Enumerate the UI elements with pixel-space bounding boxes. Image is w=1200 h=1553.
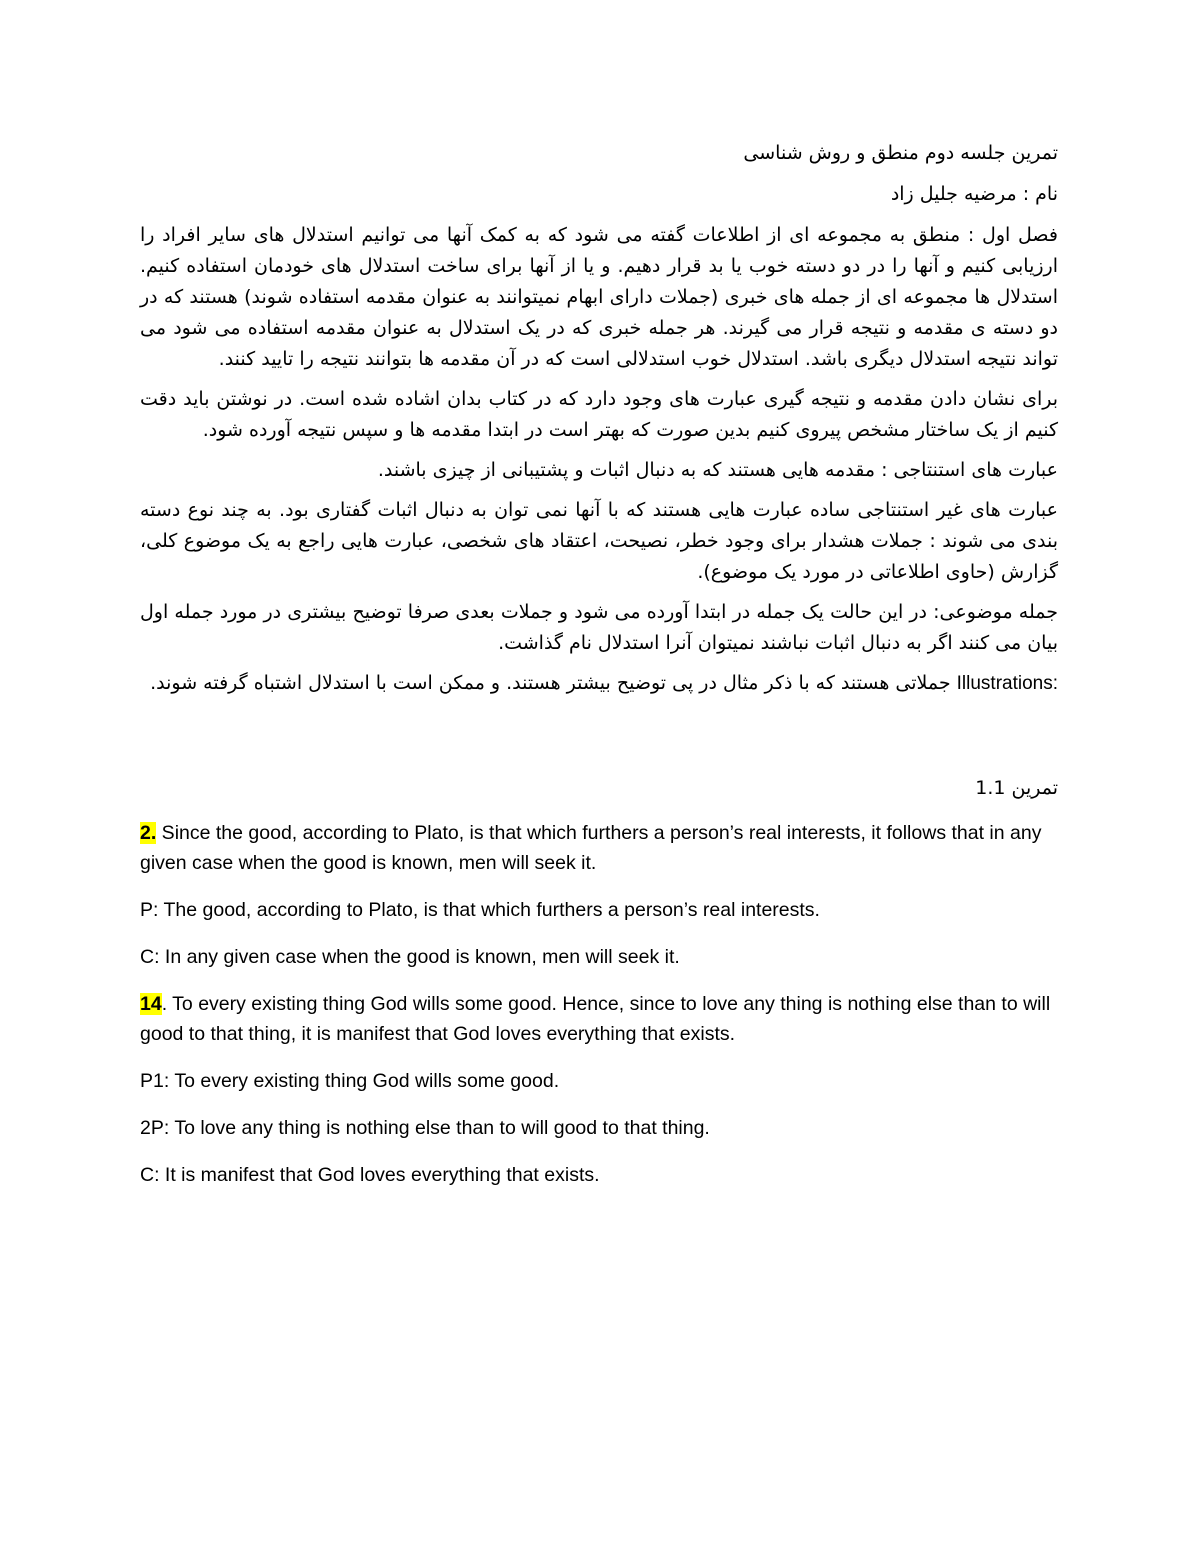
premise-line: P: The good, according to Plato, is that which furthers a person’s real interests. [140,899,820,921]
paragraph-topic-sentence: جمله موضوعی: در این حالت یک جمله در ابتدا آورده می شود و جملات بعدی صرفا توضیح بیشتری در مورد جمله اول بیان می کنند اگر به دنبال اثبات نباشند نمیتوان آنرا استدلال نام گذاشت. [140,601,1058,654]
exercise-number-highlight: 2. [140,822,157,844]
paragraph-non-inferential: عبارت های غیر استنتاجی ساده عبارت هایی هستند که با آنها نمی توان به دنبال اثبات گفتاری بود. به چند نوع دسته بندی می شوند : جملات هشدار برای وجود خطر، نصیحت، اعتقاد های شخصی، عبارت هایی راجع به یک موضوع کلی، گزارش (حاوی اطلاعاتی در مورد یک موضوع). [140,499,1058,583]
exercise-number-highlight: 14 [140,993,162,1015]
exercise-text: . To every existing thing God wills some good. Hence, since to love any thing is nothing else than to will good to that thing, it is manifest that God loves everything that exists. [140,993,1051,1045]
author-name: نام : مرضیه جلیل زاد [890,183,1058,205]
paragraph-chapter-one: فصل اول : منطق به مجموعه ای از اطلاعات گفته می شود که به کمک آنها می توانیم استدلال های سایر افراد را ارزیابی کنیم و آنها را در دو دسته خوب یا بد قرار دهیم. و یا از آنها برای ساخت استدلال های خودمان استفاده کنیم. استدلال ها مجموعه ای از جمله های خبری (جملات دارای ابهام نمیتوانند به عنوان مقدمه استفاده شوند) هستند که در دو دسته ی مقدمه و نتیجه قرار می گیرند. هر جمله خبری که در یک استدلال به عنوان مقدمه استفاده می شود می تواند نتیجه استدلال دیگری باشد. استدلال خوب استدلالی است که در آن مقدمه ها بتوانند نتیجه را تایید کنند. [140,224,1058,370]
illustrations-text: جملاتی هستند که با ذکر مثال در پی توضیح بیشتر هستند. و ممکن است با استدلال اشتباه گرفته شوند. [150,672,957,694]
conclusion-line: C: It is manifest that God loves everything that exists. [140,1164,600,1186]
exercise-item [140,989,1058,1049]
exercise-text: Since the good, according to Plato, is that which furthers a person’s real interests, it follows that in any given case when the good is known, men will seek it. [140,822,1042,874]
exercise-item [140,818,1058,878]
conclusion-line: C: In any given case when the good is known, men will seek it. [140,946,680,968]
illustrations-term: Illustrations: [956,673,1058,694]
premise-line: 2P: To love any thing is nothing else than to will good to that thing. [140,1117,710,1139]
paragraph-indicators: برای نشان دادن مقدمه و نتیجه گیری عبارت های وجود دارد که در کتاب بدان اشاده شده است. در نوشتن باید دقت کنیم از یک ساختار مشخص پیروی کنیم بدین صورت که بهتر است در ابتدا مقدمه ها و سپس نتیجه آورده شود. [140,388,1058,441]
document-page [140,138,1058,1207]
paragraph-illustrations [140,668,1058,699]
document-title: تمرین جلسه دوم منطق و روش شناسی [743,142,1058,164]
exercise-heading: تمرین 1.1 [975,777,1058,799]
paragraph-inferential: عبارت های استنتاجی : مقدمه هایی هستند که به دنبال اثبات و پشتیبانی از چیزی باشند. [377,459,1058,481]
premise-line: P1: To every existing thing God wills some good. [140,1070,560,1092]
